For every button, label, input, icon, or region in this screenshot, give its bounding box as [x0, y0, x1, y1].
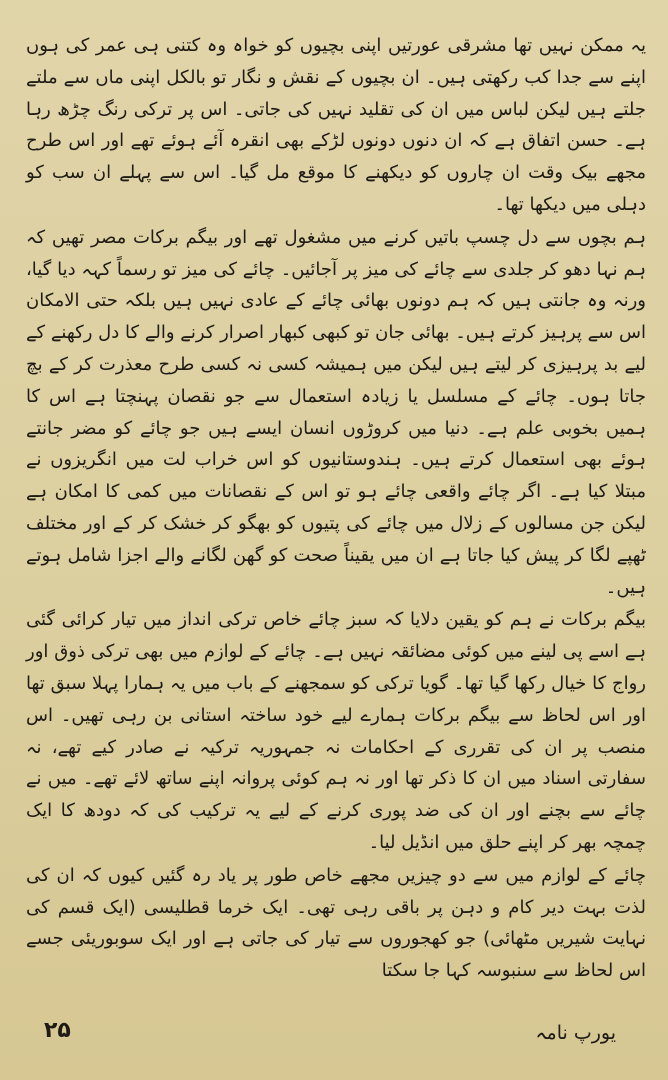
paragraph: یہ ممکن نہیں تھا مشرقی عورتیں اپنی بچیوں کو خواہ وہ کتنی ہی عمر کی ہوں اپنے سے جدا کب رکھتی ہیں۔ ان بچیوں کے نقش و نگار تو بالکل اپنی ماں سے ملتے جلتے ہیں لیکن لباس میں ان کی تقلید نہیں کی جاتی۔ اس پر ترکی رنگ چڑھ رہا ہے۔ حسن اتفاق ہے کہ ان دنوں دونوں لڑکے بھی انقرہ آئے ہوئے تھے اور اس طرح مجھے بیک وقت ان چاروں کو دیکھنے کا موقع مل گیا۔ اس سے پہلے ان سب کو دہلی میں دیکھا تھا۔	[26, 35, 646, 215]
body-text	[26, 30, 646, 987]
running-title: یورپ نامہ	[535, 1022, 616, 1044]
page-footer	[0, 1010, 668, 1080]
paragraph: بیگم برکات نے ہم کو یقین دلایا کہ سبز چائے خاص ترکی انداز میں تیار کرائی گئی ہے اسے پی لینے میں کوئی مضائقہ نہیں ہے۔ چائے کے لوازم میں بھی ترکی ذوق اور رواج کا خیال رکھا گیا تھا۔ گویا ترکی کو سمجھنے کے باب میں یہ ہمارا پہلا سبق تھا اور اس لحاظ سے بیگم برکات ہمارے لیے خود ساختہ استانی بن رہی تھیں۔ اس منصب پر ان کی تقرری کے احکامات نہ جمہوریہ ترکیہ نے صادر کیے تھے، نہ سفارتی اسناد میں ان کا ذکر تھا اور نہ ہم کوئی پروانہ اپنے ساتھ لائے تھے۔ میں نے چائے سے بچنے اور ان کی ضد پوری کرنے کے لیے یہ ترکیب کی کہ دودھ کا ایک چمچہ بھر کر اپنے حلق میں انڈیل لیا۔	[26, 609, 646, 853]
paragraph: چائے کے لوازم میں سے دو چیزیں مجھے خاص طور پر یاد رہ گئیں کیوں کہ ان کی لذت بہت دیر کام و دہن پر باقی رہی تھی۔ ایک خرما قطلیسی (ایک قسم کی نہایت شیریں مٹھائی) جو کھجوروں سے تیار کی جاتی ہے اور ایک سوبوریئی جسے اس لحاظ سے سنبوسہ کہا جا سکتا	[26, 864, 646, 982]
paragraph: ہم بچوں سے دل چسپ باتیں کرنے میں مشغول تھے اور بیگم برکات مصر تھیں کہ ہم نہا دھو کر جلدی سے چائے کی میز پر آجائیں۔ چائے کی میز تو رسماً کہہ دیا گیا، ورنہ وہ جانتی ہیں کہ ہم دونوں بھائی چائے کے عادی نہیں ہیں بلکہ حتی الامکان اس سے پرہیز کرتے ہیں۔ بھائی جان تو کبھی کبھار اصرار کرنے والے کا دل رکھنے کے لیے بد پرہیزی کر لیتے ہیں لیکن میں ہمیشہ کسی نہ کسی طرح معذرت کر کے بچ جاتا ہوں۔ چائے کے مسلسل یا زیادہ استعمال سے جو نقصان پہنچتا ہے اس کا ہمیں بخوبی علم ہے۔ دنیا میں کروڑوں انسان ایسے ہیں جو چائے کو مضر جانتے ہوئے بھی استعمال کرتے ہیں۔ ہندوستانیوں کو اس خراب لت میں انگریزوں نے مبتلا کیا ہے۔ اگر چائے واقعی چائے ہو تو اس کے نقصانات میں کمی کا امکان ہے لیکن جن مسالوں کے زلال میں چائے کی پتیوں کو بھگو کر خشک کر کے اور مختلف ٹھپے لگا کر پیش کیا جاتا ہے ان میں یقیناً صحت کو گھن لگانے والے اجزا شامل ہوتے ہیں۔	[26, 226, 646, 598]
page-number: ۲۵	[44, 1018, 71, 1043]
